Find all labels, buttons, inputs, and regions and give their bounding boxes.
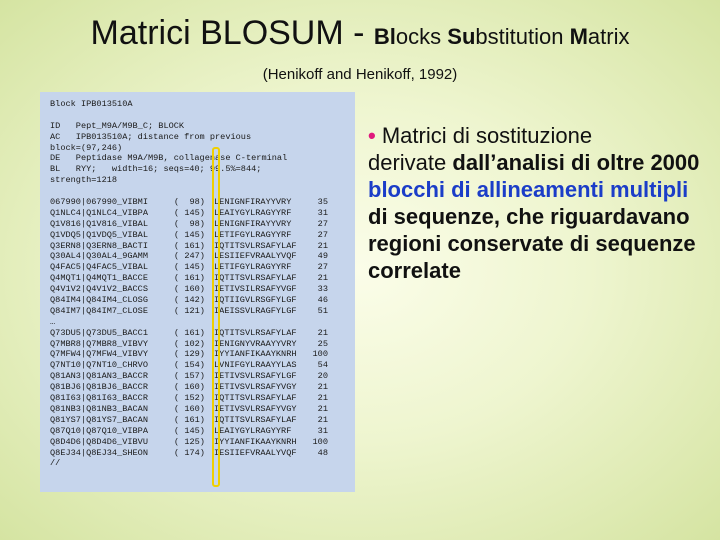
bullet-text-5: di sequenze, che riguardavano regioni conservate di sequenze correlate <box>368 204 696 283</box>
alignment-row <box>50 349 355 360</box>
sequence-id: Q1VDQ5|Q1VDQ5_VIBAL <box>50 229 148 240</box>
bullet-text-3: dall’analisi di oltre 2000 <box>452 150 700 175</box>
sequence-weight: 48 <box>317 447 328 458</box>
sequence-id: Q81I63|Q81I63_BACCR <box>50 393 148 404</box>
alignment-row <box>50 197 355 208</box>
ellipsis: … <box>50 316 56 327</box>
sequence-weight: 31 <box>317 207 328 218</box>
alignment-row <box>50 437 355 448</box>
sequence-weight: 54 <box>317 360 328 371</box>
block-meta <box>50 121 355 186</box>
sequence-offset: ( 102) <box>174 338 205 349</box>
sequence-segment: IQTITSVLRSAFYLAF <box>214 240 297 251</box>
alignment-row <box>50 371 355 382</box>
alignment-row <box>50 404 355 415</box>
sequence-id: Q7NT10|Q7NT10_CHRVO <box>50 360 148 371</box>
sequence-weight: 21 <box>317 240 328 251</box>
alignment-row <box>50 241 355 252</box>
slide-title <box>0 14 720 53</box>
sequence-weight: 46 <box>317 295 328 306</box>
alignment-row <box>50 306 355 317</box>
alignment-row <box>50 393 355 404</box>
sequence-id: Q8EJ34|Q8EJ34_SHEON <box>50 447 148 458</box>
sequence-id: Q81AN3|Q81AN3_BACCR <box>50 371 148 382</box>
sequence-id: Q84IM7|Q84IM7_CLOSE <box>50 305 148 316</box>
sequence-weight: 21 <box>317 327 328 338</box>
sequence-weight: 27 <box>317 262 328 273</box>
block-meta-line: BL RYY; width=16; seqs=40; 99.5%=844; <box>50 164 262 175</box>
sequence-segment: LETIFGYLRAGYYRF <box>214 262 292 273</box>
sequence-segment: LENIGNFIRAYYVRY <box>214 218 292 229</box>
sequence-offset: ( 98) <box>174 218 205 229</box>
block-meta-line: AC IPB013510A; distance from previous <box>50 131 252 142</box>
sequence-offset: ( 145) <box>174 425 205 436</box>
sequence-id: Q8D4D6|Q8D4D6_VIBVU <box>50 436 148 447</box>
sequence-weight: 100 <box>312 436 328 447</box>
title-main: Matrici BLOSUM - <box>90 14 374 52</box>
sequence-weight: 27 <box>317 218 328 229</box>
sequence-id: Q4V1V2|Q4V1V2_BACCS <box>50 284 148 295</box>
sequence-weight: 51 <box>317 305 328 316</box>
sequence-offset: ( 145) <box>174 262 205 273</box>
bullet-icon: • <box>368 123 376 148</box>
sequence-segment: IQTITSVLRSAFYLAF <box>214 414 297 425</box>
sequence-segment: IETIVSILRSAFYVGF <box>214 284 297 295</box>
sequence-weight: 21 <box>317 273 328 284</box>
alignment-row <box>50 230 355 241</box>
title-atrix: atrix <box>587 24 630 49</box>
sequence-weight: 21 <box>317 382 328 393</box>
sequence-segment: IENIGNYVRAAYYVRY <box>214 338 297 349</box>
alignment-row <box>50 426 355 437</box>
sequence-offset: ( 161) <box>174 414 205 425</box>
sequence-id: Q4MQT1|Q4MQT1_BACCE <box>50 273 148 284</box>
sequence-segment: IQTIIGVLRSGFYLGF <box>214 295 297 306</box>
sequence-weight: 21 <box>317 414 328 425</box>
sequence-id: Q81BJ6|Q81BJ6_BACCR <box>50 382 148 393</box>
sequence-segment: IQTITSVLRSAFYLAF <box>214 393 297 404</box>
sequence-offset: ( 125) <box>174 436 205 447</box>
sequence-weight: 25 <box>317 338 328 349</box>
block-heading: Block IPB013510A <box>50 99 133 109</box>
sequence-segment: IETIVSVLRSAFYVGY <box>214 382 297 393</box>
alignment-row <box>50 415 355 426</box>
sequence-offset: ( 161) <box>174 240 205 251</box>
alignment-rows-bottom <box>50 328 355 459</box>
sequence-segment: IAEISSVLRAGFYLGF <box>214 305 297 316</box>
sequence-segment: LESIIEFVRAALYVQF <box>214 251 297 262</box>
block-panel <box>40 92 355 492</box>
sequence-offset: ( 145) <box>174 229 205 240</box>
bullet-point <box>368 122 708 284</box>
block-end-marker: // <box>50 458 61 469</box>
sequence-id: Q7MBR8|Q7MBR8_VIBVY <box>50 338 148 349</box>
sequence-offset: ( 154) <box>174 360 205 371</box>
sequence-offset: ( 174) <box>174 447 205 458</box>
sequence-segment: IYYIANFIKAAYKNRH <box>214 436 297 447</box>
sequence-offset: ( 160) <box>174 382 205 393</box>
sequence-offset: ( 161) <box>174 273 205 284</box>
sequence-id: Q81YS7|Q81YS7_BACAN <box>50 414 148 425</box>
alignment-row <box>50 284 355 295</box>
title-ocks: ocks <box>395 24 448 49</box>
sequence-offset: ( 142) <box>174 295 205 306</box>
sequence-offset: ( 247) <box>174 251 205 262</box>
block-meta-line: ID Pept_M9A/M9B_C; BLOCK <box>50 120 185 131</box>
sequence-offset: ( 129) <box>174 349 205 360</box>
title-bstitution: bstitution <box>475 24 570 49</box>
sequence-offset: ( 160) <box>174 284 205 295</box>
sequence-segment: IESIIEFVRAALYVQF <box>214 447 297 458</box>
block-meta-line: DE Peptidase M9A/M9B, collagenase C-terminal <box>50 153 288 164</box>
sequence-id: Q81NB3|Q81NB3_BACAN <box>50 403 148 414</box>
sequence-weight: 27 <box>317 229 328 240</box>
alignment-row <box>50 448 355 459</box>
sequence-segment: LVNIFGYLRAAYYLAS <box>214 360 297 371</box>
bullet-text-1: Matrici di sostituzione <box>375 123 593 148</box>
sequence-id: Q4FAC5|Q4FAC5_VIBAL <box>50 262 148 273</box>
sequence-offset: ( 121) <box>174 305 205 316</box>
sequence-offset: ( 161) <box>174 327 205 338</box>
conserved-column-highlight <box>212 147 220 487</box>
alignment-row <box>50 219 355 230</box>
bullet-text-2: derivate <box>368 150 453 175</box>
sequence-id: Q84IM4|Q84IM4_CLOSG <box>50 295 148 306</box>
sequence-weight: 20 <box>317 371 328 382</box>
sequence-segment: IQTITSVLRSAFYLAF <box>214 273 297 284</box>
sequence-weight: 100 <box>312 349 328 360</box>
sequence-weight: 35 <box>317 197 328 208</box>
sequence-segment: LETIFGYLRAGYYRF <box>214 229 292 240</box>
sequence-id: 067990|067990_VIBMI <box>50 197 148 208</box>
alignment-row <box>50 339 355 350</box>
sequence-weight: 49 <box>317 251 328 262</box>
sequence-segment: LENIGNFIRAYYVRY <box>214 197 292 208</box>
sequence-segment: IETIVSVLRSAFYLGF <box>214 371 297 382</box>
sequence-segment: LEAIYGYLRAGYYRF <box>214 207 292 218</box>
block-meta-line: block=(97,246) <box>50 142 123 153</box>
sequence-segment: LEAIYGYLRAGYYRF <box>214 425 292 436</box>
alignment-rows-top <box>50 197 355 317</box>
alignment-row <box>50 273 355 284</box>
sequence-weight: 33 <box>317 284 328 295</box>
sequence-id: Q87Q10|Q87Q10_VIBPA <box>50 425 148 436</box>
block-meta-line: strength=1218 <box>50 175 118 186</box>
alignment-row <box>50 262 355 273</box>
sequence-offset: ( 145) <box>174 207 205 218</box>
alignment-row <box>50 328 355 339</box>
alignment-row <box>50 295 355 306</box>
alignment-row <box>50 208 355 219</box>
sequence-segment: IQTITSVLRSAFYLAF <box>214 327 297 338</box>
alignment-row <box>50 251 355 262</box>
sequence-id: Q73DU5|Q73DU5_BACC1 <box>50 327 148 338</box>
bullet-text-4: blocchi di allineamenti multipli <box>368 177 689 202</box>
sequence-offset: ( 98) <box>174 197 205 208</box>
sequence-offset: ( 157) <box>174 371 205 382</box>
alignment-row <box>50 360 355 371</box>
sequence-id: Q30AL4|Q30AL4_9GAMM <box>50 251 148 262</box>
title-bold-m: M <box>569 24 588 49</box>
title-bold-su: Su <box>447 24 476 49</box>
sequence-offset: ( 152) <box>174 393 205 404</box>
sequence-segment: IYYIANFIKAAYKNRH <box>214 349 297 360</box>
alignment-row <box>50 382 355 393</box>
sequence-weight: 31 <box>317 425 328 436</box>
sequence-segment: IETIVSVLRSAFYVGY <box>214 403 297 414</box>
sequence-offset: ( 160) <box>174 403 205 414</box>
sequence-weight: 21 <box>317 393 328 404</box>
sequence-id: Q1V816|Q1V816_VIBAL <box>50 218 148 229</box>
sequence-id: Q1NLC4|Q1NLC4_VIBPA <box>50 207 148 218</box>
slide-subtitle: (Henikoff and Henikoff, 1992) <box>262 66 458 83</box>
sequence-id: Q3ERN8|Q3ERN8_BACTI <box>50 240 148 251</box>
sequence-id: Q7MFW4|Q7MFW4_VIBVY <box>50 349 148 360</box>
sequence-weight: 21 <box>317 403 328 414</box>
title-bold-bl: Bl <box>373 24 396 49</box>
